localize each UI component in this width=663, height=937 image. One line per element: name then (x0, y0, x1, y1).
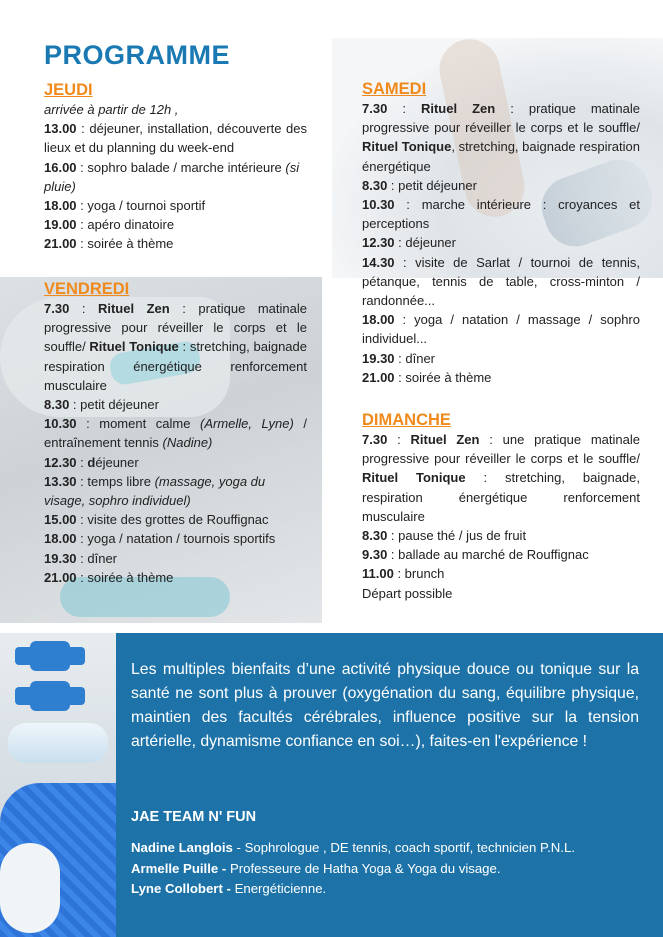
team-member: Nadine Langlois - Sophrologue , DE tennis, coach sportif, technicien P.N.L. (131, 840, 575, 855)
list-item: 12.30 : déjeuner (44, 454, 139, 470)
list-item: 14.30 : visite de Sarlat / tournoi de tennis, pétanque, tennis de table, cross-minton / randonnée... (362, 254, 640, 309)
list-item: 18.00 : yoga / natation / tournois sportifs (44, 531, 276, 547)
list-item: 7.30 : Rituel Zen : une pratique matinale progressive pour réveiller le corps et le souffle/ Rituel Tonique : stretching, baignade, respiration énergétique renforcement musculaire (362, 432, 641, 524)
list-item: 19.30 : dîner (362, 350, 436, 366)
vendredi-heading: VENDREDI (44, 280, 130, 298)
dimanche-section (362, 410, 640, 603)
list-item: 8.30 : pause thé / jus de fruit (362, 528, 527, 544)
list-item: 21.00 : soirée à thème (44, 569, 174, 585)
team-list (131, 838, 575, 900)
list-item: 8.30 : petit déjeuner (44, 397, 159, 413)
list-item: 10.30 : moment calme (Armelle, Lyne) / entraînement tennis (Nadine) (44, 416, 307, 451)
jeudi-arrival: arrivée à partir de 12h , (44, 102, 179, 117)
jeudi-heading: JEUDI (44, 81, 93, 99)
page-title: PROGRAMME (44, 40, 230, 70)
list-item: 13.30 : temps libre (massage, yoga du visage, sophro individuel) (44, 473, 266, 509)
samedi-section (362, 79, 640, 387)
team-title: JAE TEAM N' FUN (131, 809, 257, 825)
sport-equipment-photo (0, 633, 116, 937)
team-member: Armelle Puille - Professeure de Hatha Yoga & Yoga du visage. (131, 860, 501, 876)
list-item: 21.00 : soirée à thème (44, 236, 174, 252)
list-item: 9.30 : ballade au marché de Rouffignac (362, 547, 589, 563)
list-item: 10.30 : marche intérieure : croyances et perceptions (362, 197, 640, 232)
list-item: 21.00 : soirée à thème (362, 369, 492, 385)
list-item: 16.00 : sophro balade / marche intérieure (si pluie) (44, 159, 300, 194)
list-item: 18.00 : yoga / tournoi sportif (44, 198, 206, 214)
list-item: 19.00 : apéro dinatoire (44, 217, 175, 233)
list-item: 8.30 : petit déjeuner (362, 177, 477, 193)
list-item: 18.00 : yoga / natation / massage / sophro individuel... (362, 312, 640, 347)
list-item: 7.30 : Rituel Zen : pratique matinale progressive pour réveiller le corps et le souffle/ Rituel Tonique : stretching, baignade respiration énergétique renforcement musculaire (44, 301, 307, 393)
samedi-heading: SAMEDI (362, 80, 427, 98)
benefits-text: Les multiples bienfaits d’une activité physique douce ou tonique sur la santé ne sont plus à prouver (oxygénation du sang, équilibre physique, maintien des facultés cérébrales, influence positive sur la tension artérielle, dynamisme confiance en soi…), faites-en l'expérience ! (131, 661, 639, 750)
vendredi-section (44, 279, 307, 587)
list-item: 19.30 : dîner (44, 550, 118, 566)
list-item: 13.00 : déjeuner, installation, découverte des lieux et du planning du week-end (44, 121, 307, 156)
list-item: 12.30 : déjeuner (362, 235, 456, 251)
list-item: 15.00 : visite des grottes de Rouffignac (44, 512, 269, 528)
list-item: 7.30 : Rituel Zen : pratique matinale progressive pour réveiller le corps et le souffle/ Rituel Tonique, stretching, baignade respiration énergétique (362, 101, 640, 174)
departure-note: Départ possible (362, 585, 453, 601)
list-item: 11.00 : brunch (362, 566, 445, 582)
team-member: Lyne Collobert - Energéticienne. (131, 881, 327, 896)
jeudi-section (44, 80, 307, 254)
dimanche-heading: DIMANCHE (362, 411, 451, 429)
